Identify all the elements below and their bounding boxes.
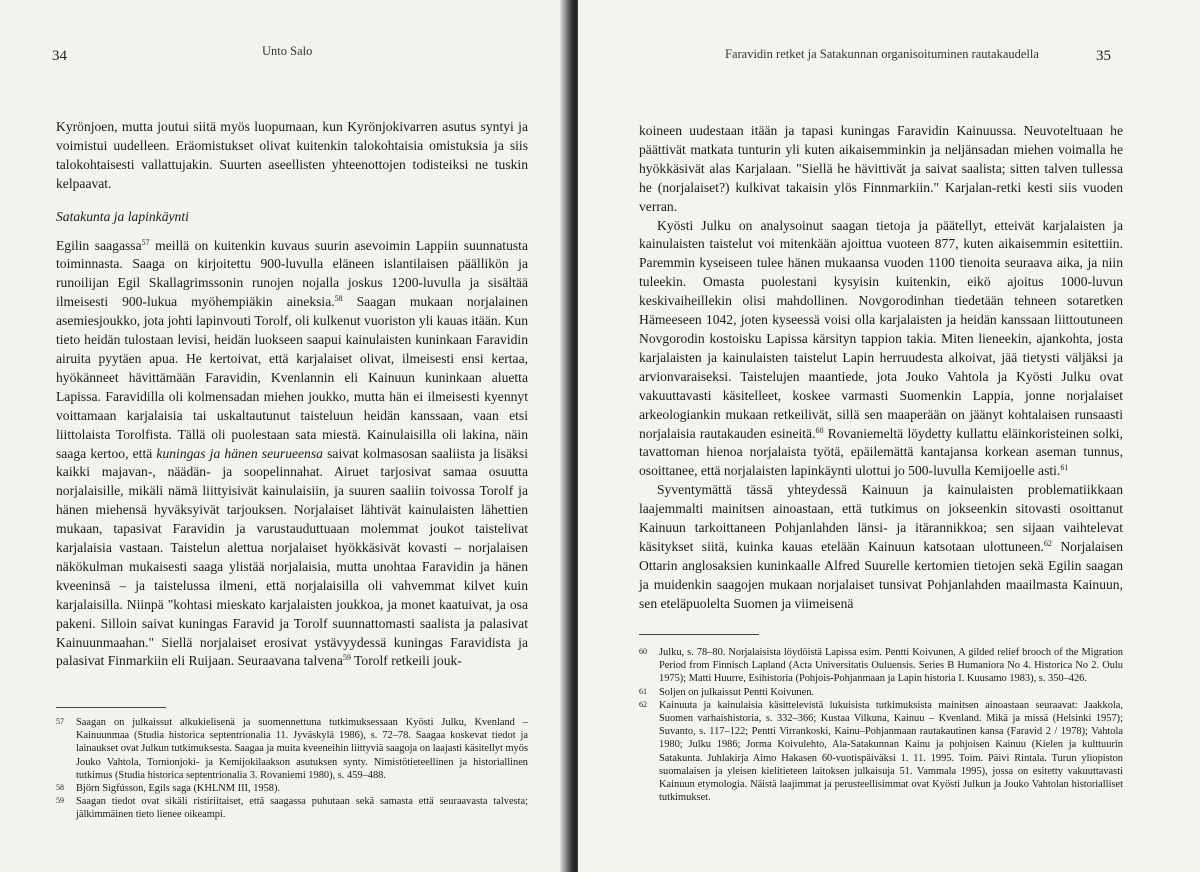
text-run: Saagan mukaan norjalainen asemiesjoukko, jota johti lapinvouti Torolf, oli kulkenut vuoriston yli kauas itään. Kun tieto heidän tulostaan levisi, heidän luokseen saapui kainulaisten kuninkaan Faravidin airuita pyytäen apua. He kertoivat, että karjalaiset olivat, ilmeisesti ensi kertaa, hyökänneet hävittämään Faravidin, Kvenlannin eli Kainuun kuninkaan aluetta Lapissa. Faravidilla oli kolmensadan miehen joukko, mutta hän ei ilmeisesti kyennyt voittamaan karjalaisia tai uskaltautunut taisteluun heidän kanssaan, vaan etsi liittolaista Torolfista. Tällä oli puolestaan sata miestä. Kainulaisilla oli lakina, näin saaga kertoo, että bbox=[56, 294, 528, 461]
footnote-rule bbox=[56, 707, 166, 708]
italic-quote: kuningas ja hänen seurueensa bbox=[156, 445, 323, 461]
footnote-ref: 58 bbox=[334, 294, 343, 304]
text-run: Norjalaisen Ottarin anglosaksien kuninkaalle Alfred Suurelle kertomien tietojen sekä Egilin saagan ja muidenkin saagojen mukaan norjalaiset tunsivat Pohjanlahden maailmasta Kainuun, sen eteläpuolelta Suomen ja viimeisenä bbox=[639, 538, 1123, 611]
footnote-text: Kainuuta ja kainulaisia käsittelevistä lukuisista tutkimuksista mainitsen ainoastaan seuraavat: Jaakkola, Suomen varhaishistoria, s. 332–366; Kustaa Vilkuna, Kainuu – Kvenland. Mikä ja missä (Helsinki 1957); Suvanto, s. 117–122; Pentti Virrankoski, Kainu–Pohjanmaan rautakautinen kansa (Faravid 2 / 1978); Vahtola 1980; Julku 1986; Jorma Koivulehto, Ala-Satakunnan Kainu ja pohjoisen Kainuu (Kielen ja kulttuurin Satakunta. Juhlakirja Aimo Hakasen 60-vuotispäiväksi 1. 11. 1995. Toim. Päivi Rintala. Turun yliopiston suomalaisen ja yleisen kielitieteen laitoksen julkaisuja 51. Vammala 1995), jossa on esitetty vakuuttavasti Kainuun etymologia. Näistä laajimmat ja perusteellisimmat ovat Kyösti Julkun ja Jouko Vahtolan historialliset tutkimukset. bbox=[659, 699, 1123, 804]
text-run: meillä on kuitenkin kuvaus suurin asevoimin Lappiin suunnatusta toiminnasta. Saaga on kirjoitettu 900-luvulla eläneen islantilaisen päällikön ja runoilijan Egil Skallagrimssonin runojen nojalla joskus 1200-luvulla ja sisältää ilmeisesti 900-lukua myöhempiäkin aineksia. bbox=[56, 237, 528, 310]
footnote-number: 58 bbox=[56, 783, 64, 793]
paragraph bbox=[56, 237, 528, 672]
text-run: Kyösti Julku on analysoinut saagan tietoja ja päätellyt, etteivät karjalaisten ja kainulaisten taistelut voi mitenkään ajoittua vuoteen 877, kuten aikaisemmin esitettiin. Paremmin kyseiseen tulee hänen mukaansa vuoden 1100 tienoita seuraava aika, ja niin tuleekin. Omasta puolestani kysyisin kuitenkin, eikö ajoitus 1000-luvun keskivaiheillekin olisi mahdollinen. Novgorodinhan tiedetään tehneen sotaretken Hämeeseen 1042, joten kyseessä voisi olla karjalaisten ja heidän kanssaan liittoutuneen Novgorodin kostoisku Lapissa kärsityn tappion takia. Miten lieneekin, ajankohta, josta karjalaisten ja kainulaisten taistelut Lapin herruudesta alkoivat, jää tietysti väljäksi ja arvionvaraiseksi. Taistelujen maantiede, jota Jouko Vahtola ja Kyösti Julku ovat vakuuttavasti käsitelleet, koskee varmasti Suomenkin Lappia, jonne norjalaiset arkeologiankin mukaan retkeilivät, sillä sen maaperään on jäänyt kohtalaisen runsaasti norjalaisia rautakauden esineitä. bbox=[639, 217, 1123, 441]
left-body bbox=[56, 118, 528, 671]
text-run: Egilin saagassa bbox=[56, 237, 142, 253]
right-page bbox=[578, 0, 1200, 872]
footnote-text: Saagan tiedot ovat sikäli ristiriitaiset, että saagassa puhutaan sekä samasta että seuraavasta talvesta; jälkimmäinen tieto lienee oikeampi. bbox=[76, 796, 528, 821]
footnotes-right bbox=[639, 646, 1123, 804]
footnote-ref: 62 bbox=[1043, 538, 1052, 548]
paragraph bbox=[639, 481, 1123, 613]
footnote-text: Julku, s. 78–80. Norjalaisista löydöistä Lapissa esim. Pentti Koivunen, A gilded relief brooch of the Migration Period from Finnisch Lapland (Acta Universitatis Ouluensis. Series B Humaniora No 4. Historica No 2. Oulu 1975); Matti Huurre, Esihistoria (Pohjois-Pohjanmaan ja Lapin historia I. Kuusamo 1983), s. 350–426. bbox=[659, 647, 1123, 685]
page-number-right: 35 bbox=[1096, 48, 1111, 64]
text-run: Torolf retkeili jouk- bbox=[350, 653, 462, 669]
text-run: Rovaniemeltä löydetty kullattu eläinkoristeinen solki, tavattoman hienoa norjalaista työtä, epäilemättä kantajansa korkean aseman tunnus, osoittanee, että norjalaisten lapinkäynti ulottui jo 500-luvulla Kemijoelle asti. bbox=[639, 425, 1123, 479]
page-number-left: 34 bbox=[52, 48, 67, 64]
running-head-right: Faravidin retket ja Satakunnan organisoituminen rautakaudella bbox=[725, 47, 1039, 61]
footnote-ref: 57 bbox=[141, 237, 150, 247]
right-body bbox=[639, 122, 1123, 614]
footnote bbox=[56, 782, 528, 795]
text-run: saivat kolmasosan saaliista ja lisäksi kaikki majavan-, näädän- ja soopelinnahat. Airuet tarjosivat samaa osuutta norjalaisille, mikäli nämä liittyisivät kainulaisiin, ja suuren saaliin toivossa Torolf ja hänen miehensä hyväksyivät tarjouksen. Norjalaiset lähtivät kainulaisten lähettien mukaan, tapasivat Faravidin ja varustauduttuaan molemmat joukot taistelivat karjalaisia vastaan. Taistelun alettua norjalaiset hyökkäsivät kovasti – norjalaisen näkökulman mukaisesti saaga ylistää norjalaisia, mutta unohtaa Faravidin ja hänen kveeninsä – ja taistelussa ilmeni, että norjalaisilla oli vahvemmat kilvet kuin karjalaisilla. Niinpä "kohtasi mieskato karjalaisten joukkoa, ja monet kaatuivat, ja osa pakeni. Silloin saivat kuningas Faravid ja Torolf suunnattomasti saalista ja palasivat Kainuunmaahan." Siellä norjalaiset erosivat ystävyydessä kuningas Faravidista ja palasivat Finmarkiin eli Ruijaan. Seuraavana talvena bbox=[56, 445, 528, 669]
footnote bbox=[639, 699, 1123, 805]
section-subheading: Satakunta ja lapinkäynti bbox=[56, 208, 189, 224]
footnote-rule bbox=[639, 634, 759, 635]
footnote bbox=[56, 716, 528, 782]
paragraph: koineen uudestaan itään ja tapasi kuningas Faravidin Kainuussa. Neuvoteltuaan he päättivät matkata tunturin yli kuten aikaisemminkin ja neljänsadan miehen voimalla he hyökkäsivät alas Karjalaan. "Siellä he hävittivät ja saivat saalista; sitten talven tullessa he (norjalaiset?) kulkivat takaisin ylös Finnmarkiin." Karjalan-retki kesti siis vuoden verran. bbox=[639, 123, 1123, 214]
footnotes-left bbox=[56, 716, 528, 822]
text-run: Syventymättä tässä yhteydessä Kainuun ja kainulaisten problematiikkaan laajemmalti mainitsen ainoastaan, että tutkimus on jokseenkin sitovasti osoittanut Kainuun tarkoittaneen Pohjanlahden länsi- ja itärannikkoa; sen sijaan vaihtelevat käsitykset siitä, kuinka kauas etelään Kainuun katsotaan ulottuneen. bbox=[639, 482, 1123, 554]
footnote-ref: 60 bbox=[815, 425, 824, 435]
paragraph: Kyrönjoen, mutta joutui siitä myös luopumaan, kun Kyrönjokivarren asutus syntyi ja voimistui uudelleen. Eräomistukset olivat kuitenkin talokohtaisia omistuksia ja siis talokohtaisesti vallattujakin. Suurten aseellisten yhteenottojen todisteiksi ne tuskin kelpaavat. bbox=[56, 119, 528, 191]
footnote bbox=[639, 686, 1123, 699]
footnote-ref: 59 bbox=[342, 653, 351, 663]
footnote-ref: 61 bbox=[1060, 463, 1069, 473]
paragraph bbox=[639, 217, 1123, 482]
footnote-text: Soljen on julkaissut Pentti Koivunen. bbox=[659, 686, 814, 698]
footnote-number: 57 bbox=[56, 717, 64, 726]
footnote bbox=[639, 646, 1123, 686]
left-page bbox=[0, 0, 570, 872]
footnote-text: Saagan on julkaissut alkukielisenä ja suomennettuna tutkimuksessaan Kyösti Julku, Kvenland – Kainuunmaa (Studia historica septentrionalia 11. Jyväskylä 1986), s. 72–78. Saagaa koskevat tiedot ja lainaukset ovat Julkun tutkimuksesta. Saagaa ja muita kveeneihin liittyviä saagoja on laajasti käsitellyt myös Jouko Vahtola, Tornionjoki- ja Kemijokilaakson asutuksen synty. Nimistötieteellinen ja historiallinen tutkimus (Studia historica septentrionalia 3. Rovaniemi 1980), s. 459–488. bbox=[76, 717, 528, 781]
running-head-left: Unto Salo bbox=[262, 44, 313, 58]
footnote-number: 61 bbox=[639, 686, 647, 696]
footnote-number: 62 bbox=[639, 699, 647, 709]
footnote-text: Björn Sigfússon, Egils saga (KHLNM III, 1958). bbox=[76, 783, 281, 795]
footnote-number: 60 bbox=[639, 647, 647, 656]
footnote bbox=[56, 795, 528, 821]
footnote-number: 59 bbox=[56, 796, 64, 806]
